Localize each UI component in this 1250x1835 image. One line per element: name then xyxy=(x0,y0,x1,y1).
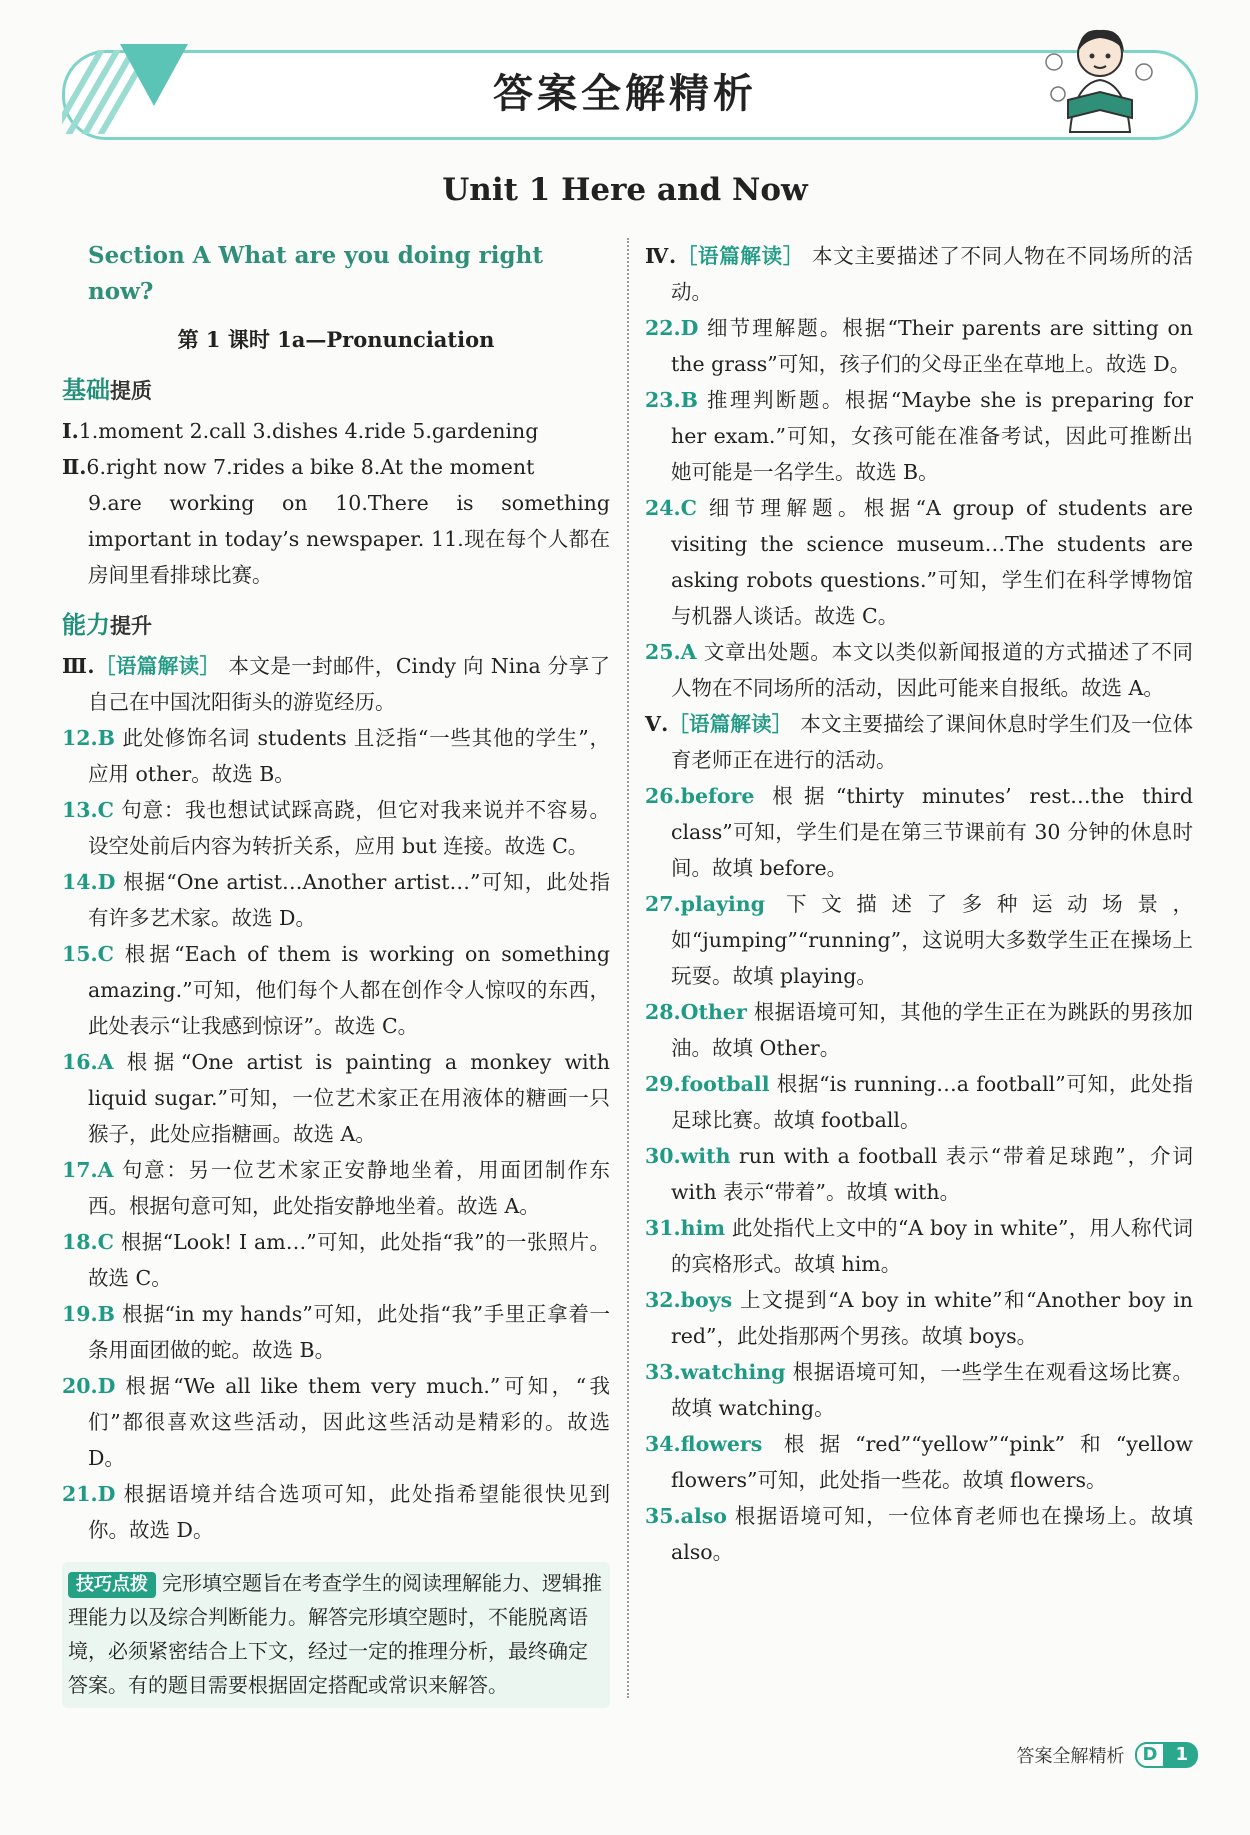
answer-item xyxy=(645,1498,1193,1570)
answer-number: 34.flowers xyxy=(645,1432,763,1456)
answer-item xyxy=(62,1296,610,1368)
answer-item xyxy=(62,792,610,864)
roman-numeral: Ⅰ. xyxy=(62,419,79,443)
roman-numeral: Ⅴ. xyxy=(645,712,669,736)
answer-explanation: 细节理解题。根据“Their parents are sitting on the grass”可知，孩子们的父母正坐在草地上。故选 D。 xyxy=(671,316,1193,376)
left-column xyxy=(62,238,610,1708)
answer-list-right-a xyxy=(645,310,1193,706)
unit-title: Unit 1 Here and Now xyxy=(442,172,808,208)
page-footer xyxy=(1017,1742,1198,1768)
answer-number: 13.C xyxy=(62,798,114,822)
answer-explanation: 根据“is running…a football”可知，此处指足球比赛。故填 football。 xyxy=(671,1072,1193,1132)
answer-item xyxy=(62,864,610,936)
answer-number: 20.D xyxy=(62,1374,116,1398)
roman-numeral: Ⅱ. xyxy=(62,455,87,479)
answer-number: 23.B xyxy=(645,388,698,412)
answer-number: 18.C xyxy=(62,1230,114,1254)
answer-number: 26.before xyxy=(645,784,755,808)
answer-explanation: 根据“red”“yellow”“pink”和“yellow flowers”可知，此处指一些花。故填 flowers。 xyxy=(671,1432,1193,1492)
tip-text: 完形填空题旨在考查学生的阅读理解能力、逻辑推理能力以及综合判断能力。解答完形填空题时，不能脱离语境，必须紧密结合上下文，经过一定的推理分析，最终确定答案。有的题目需要根据固定搭配或常识来解答。 xyxy=(68,1571,602,1697)
passage-tag: ［语篇解读］ xyxy=(94,654,221,678)
answer-item xyxy=(62,1368,610,1476)
answer-explanation: run with a football 表示“带着足球跑”，介词 with 表示“带着”。故填 with。 xyxy=(671,1144,1193,1204)
passage-summary: 本文主要描绘了课间休息时学生们及一位体育老师正在进行的活动。 xyxy=(671,712,1194,772)
answer-list-left xyxy=(62,720,610,1548)
answer-explanation: 根据语境可知，一些学生在观看这场比赛。故填 watching。 xyxy=(671,1360,1193,1420)
footer-letter: D xyxy=(1135,1742,1166,1768)
answer-list-right-b xyxy=(645,778,1193,1570)
answer-number: 28.Other xyxy=(645,1000,747,1024)
answer-explanation: 根据语境可知，一位体育老师也在操场上。故填 also。 xyxy=(671,1504,1193,1564)
answer-item xyxy=(645,1210,1193,1282)
answer-item xyxy=(645,490,1193,634)
answer-number: 14.D xyxy=(62,870,116,894)
tip-box xyxy=(62,1562,610,1708)
answer-number: 12.B xyxy=(62,726,115,750)
answer-number: 35.also xyxy=(645,1504,727,1528)
exercise-1-answers: 1.moment 2.call 3.dishes 4.ride 5.gardening xyxy=(78,419,539,443)
answer-explanation: 根据“Look! I am…”可知，此处指“我”的一张照片。故选 C。 xyxy=(88,1230,610,1290)
answer-item xyxy=(62,1224,610,1296)
answer-number: 19.B xyxy=(62,1302,115,1326)
exercise-2-continued: 9.are working on 10.There is something important in today’s newspaper. 11.现在每个人都在房间里看排球比赛。 xyxy=(88,491,610,587)
passage-tag: ［语篇解读］ xyxy=(668,712,793,736)
answer-number: 21.D xyxy=(62,1482,116,1506)
answer-number: 16.A xyxy=(62,1050,114,1074)
ability-heading-main: 能力 xyxy=(62,611,110,639)
answer-explanation: 句意：我也想试试踩高跷，但它对我来说并不容易。设空处前后内容为转折关系，应用 but 连接。故选 C。 xyxy=(88,798,610,858)
answer-number: 24.C xyxy=(645,496,697,520)
answer-item xyxy=(62,1476,610,1548)
page-number: 1 xyxy=(1165,1742,1198,1768)
answer-explanation: 根据“We all like them very much.”可知，“我们”都很喜欢这些活动，因此这些活动是精彩的。故选 D。 xyxy=(88,1374,610,1470)
answer-item xyxy=(645,310,1193,382)
answer-explanation: 推理判断题。根据“Maybe she is preparing for her exam.”可知，女孩可能在准备考试，因此可推断出她可能是一名学生。故选 B。 xyxy=(671,388,1193,484)
exercise-2 xyxy=(62,449,610,485)
lesson-heading: 第 1 课时 1a—Pronunciation xyxy=(177,327,495,352)
answer-number: 33.watching xyxy=(645,1360,786,1384)
ability-heading-tail: 提升 xyxy=(110,614,152,638)
answer-explanation: 句意：另一位艺术家正安静地坐着，用面团制作东西。根据句意可知，此处指安静地坐着。故选 A。 xyxy=(88,1158,610,1218)
column-divider xyxy=(627,238,629,1698)
answer-explanation: 细节理解题。根据“A group of students are visiting the science museum…The students are asking robots questions.”可知，学生们在科学博物馆与机器人谈话。故选 C。 xyxy=(671,496,1193,628)
answer-explanation: 根据“Each of them is working on something amazing.”可知，他们每个人都在创作令人惊叹的东西，此处表示“让我感到惊讶”。故选 C。 xyxy=(88,942,610,1038)
exercise-5-intro xyxy=(645,706,1193,778)
answer-explanation: 上文提到“A boy in white”和“Another boy in red”，此处指那两个男孩。故填 boys。 xyxy=(671,1288,1193,1348)
answer-number: 31.him xyxy=(645,1216,726,1240)
right-column xyxy=(645,238,1193,1570)
answer-number: 29.football xyxy=(645,1072,770,1096)
answer-explanation: 根据语境并结合选项可知，此处指希望能很快见到你。故选 D。 xyxy=(88,1482,610,1542)
roman-numeral: Ⅲ. xyxy=(62,654,95,678)
answer-number: 22.D xyxy=(645,316,699,340)
answer-number: 27.playing xyxy=(645,892,766,916)
answer-explanation: 根据“in my hands”可知，此处指“我”手里正拿着一条用面团做的蛇。故选 B。 xyxy=(88,1302,610,1362)
answer-explanation: 文章出处题。本文以类似新闻报道的方式描述了不同人物在不同场所的活动，因此可能来自报纸。故选 A。 xyxy=(671,640,1193,700)
footer-label: 答案全解精析 xyxy=(1016,1746,1125,1767)
tip-label: 技巧点拨 xyxy=(68,1572,156,1598)
answer-item xyxy=(645,1426,1193,1498)
reading-girl-illustration xyxy=(1040,22,1160,134)
passage-summary: 本文是一封邮件，Cindy 向 Nina 分享了自己在中国沈阳街头的游览经历。 xyxy=(88,654,610,714)
answer-explanation: 根据“One artist is painting a monkey with liquid sugar.”可知，一位艺术家正在用液体的糖画一只猴子，此处应指糖画。故选 A。 xyxy=(88,1050,610,1146)
answer-item xyxy=(645,1282,1193,1354)
answer-number: 15.C xyxy=(62,942,114,966)
exercise-2-answers: 6.right now 7.rides a bike 8.At the moment xyxy=(86,455,535,479)
answer-number: 17.A xyxy=(62,1158,114,1182)
answer-item xyxy=(645,1138,1193,1210)
answer-item xyxy=(645,1354,1193,1426)
page-title: 答案全解精析 xyxy=(493,71,757,117)
ability-heading xyxy=(62,607,610,644)
basic-heading-main: 基础 xyxy=(62,376,110,404)
answer-number: 32.boys xyxy=(645,1288,733,1312)
exercise-4-intro xyxy=(645,238,1193,310)
answer-explanation: 根据“thirty minutes’ rest…the third class”可知，学生们是在第三节课前有 30 分钟的休息时间。故填 before。 xyxy=(671,784,1193,880)
roman-numeral: Ⅳ. xyxy=(645,244,677,268)
answer-item xyxy=(62,1044,610,1152)
passage-summary: 本文主要描述了不同人物在不同场所的活动。 xyxy=(671,244,1194,304)
section-heading: Section A What are you doing right now? xyxy=(88,242,543,305)
answer-explanation: 根据“One artist…Another artist…”可知，此处指有许多艺术家。故选 D。 xyxy=(88,870,610,930)
answer-item xyxy=(62,720,610,792)
answer-number: 25.A xyxy=(645,640,697,664)
answer-item xyxy=(62,1152,610,1224)
basic-heading-tail: 提质 xyxy=(110,379,152,403)
exercise-3-intro xyxy=(62,648,610,720)
answer-item xyxy=(62,936,610,1044)
answer-explanation: 根据语境可知，其他的学生正在为跳跃的男孩加油。故填 Other。 xyxy=(671,1000,1193,1060)
answer-item xyxy=(645,994,1193,1066)
answer-item xyxy=(645,382,1193,490)
basic-heading xyxy=(62,372,610,409)
passage-tag: ［语篇解读］ xyxy=(676,244,805,268)
answer-number: 30.with xyxy=(645,1144,731,1168)
exercise-1 xyxy=(62,413,610,449)
answer-item xyxy=(645,886,1193,994)
answer-item xyxy=(645,778,1193,886)
answer-explanation: 下文描述了多种运动场景，如“jumping”“running”，这说明大多数学生正在操场上玩耍。故填 playing。 xyxy=(671,892,1193,988)
answer-item xyxy=(645,634,1193,706)
answer-explanation: 此处指代上文中的“A boy in white”，用人称代词的宾格形式。故填 him。 xyxy=(671,1216,1193,1276)
answer-explanation: 此处修饰名词 students 且泛指“一些其他的学生”，应用 other。故选 B。 xyxy=(88,726,610,786)
answer-item xyxy=(645,1066,1193,1138)
